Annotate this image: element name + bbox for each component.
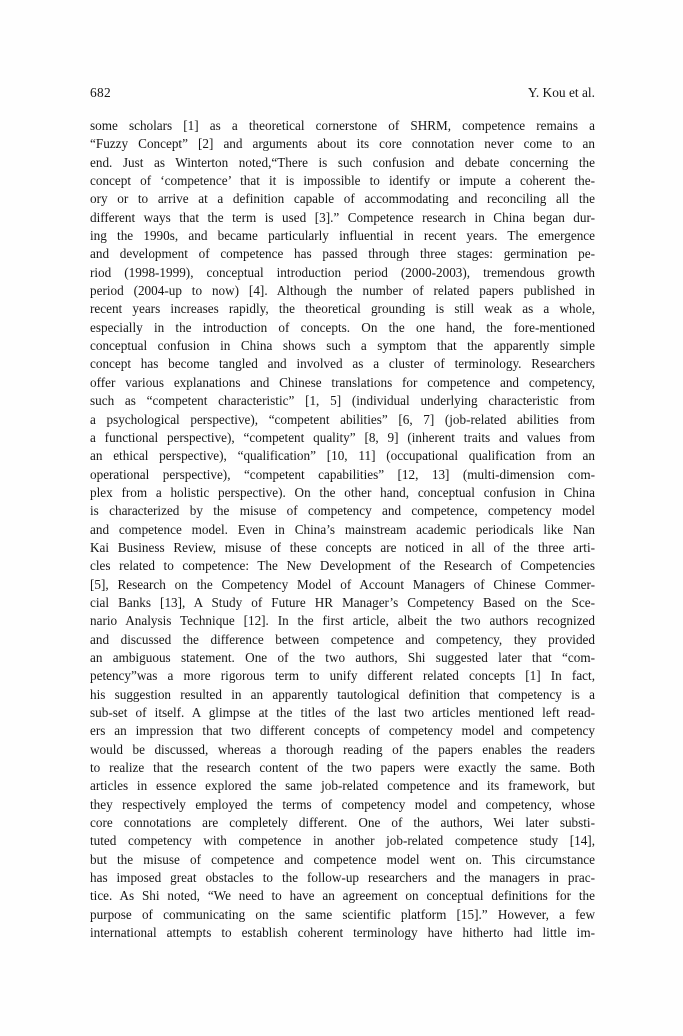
- text-column: [90, 86, 595, 942]
- text-line: “Fuzzy Concept” [2] and arguments about its core connotation never come to an: [90, 136, 595, 152]
- text-line: purpose of communicating on the same scientific platform [15].” However, a few: [90, 906, 595, 922]
- text-line: offer various explanations and Chinese translations for competence and competency,: [90, 374, 595, 390]
- text-line: an ethical perspective), “qualification” [10, 11] (occupational qualification from an: [90, 448, 595, 464]
- page-number: 682: [90, 85, 111, 100]
- body-paragraph: [90, 117, 595, 942]
- text-line: would be discussed, whereas a thorough reading of the papers enables the readers: [90, 741, 595, 757]
- text-line: plex from a holistic perspective). On the other hand, conceptual confusion in China: [90, 484, 595, 500]
- text-line: petency”was a more rigorous term to unify different related concepts [1] In fact,: [90, 668, 595, 684]
- text-line: conceptual confusion in China shows such a symptom that the apparently simple: [90, 338, 595, 354]
- text-line: an ambiguous statement. One of the two authors, Shi suggested later that “com-: [90, 649, 595, 665]
- text-line: has imposed great obstacles to the follow-up researchers and the managers in prac-: [90, 870, 595, 886]
- text-line: is characterized by the misuse of competency and competence, competency model: [90, 503, 595, 519]
- text-line: tice. As Shi noted, “We need to have an agreement on conceptual definitions for the: [90, 888, 595, 904]
- text-line: riod (1998-1999), conceptual introduction period (2000-2003), tremendous growth: [90, 264, 595, 280]
- text-line: end. Just as Winterton noted,“There is such confusion and debate concerning the: [90, 154, 595, 170]
- text-line: ory or to arrive at a definition capable of accommodating and reconciling all the: [90, 191, 595, 207]
- text-line: to realize that the research content of the two papers were exactly the same. Both: [90, 760, 595, 776]
- text-line: but the misuse of competence and competence model went on. This circumstance: [90, 851, 595, 867]
- text-line: period (2004-up to now) [4]. Although the number of related papers published in: [90, 283, 595, 299]
- text-line: a psychological perspective), “competent abilities” [6, 7] (job-related abilities from: [90, 411, 595, 427]
- text-line: international attempts to establish coherent terminology have hitherto had little im-: [90, 925, 595, 941]
- text-line: they respectively employed the terms of competency model and competency, whose: [90, 796, 595, 812]
- text-line: Kai Business Review, misuse of these concepts are noticed in all of the three arti-: [90, 539, 595, 555]
- text-line: concept has become tangled and involved as a cluster of terminology. Researchers: [90, 356, 595, 372]
- text-line: such as “competent characteristic” [1, 5] (individual underlying characteristic from: [90, 393, 595, 409]
- text-line: different ways that the term is used [3].” Competence research in China began dur-: [90, 209, 595, 225]
- page-header: [90, 86, 595, 100]
- text-line: tuted competency with competence in another job-related competence study [14],: [90, 833, 595, 849]
- text-line: a functional perspective), “competent quality” [8, 9] (inherent traits and values from: [90, 429, 595, 445]
- text-line: recent years increases rapidly, the theoretical grounding is still weak as a whole,: [90, 301, 595, 317]
- text-line: sub-set of itself. A glimpse at the titles of the last two articles mentioned left read-: [90, 705, 595, 720]
- text-line: ers an impression that two different concepts of competency model and competency: [90, 723, 595, 739]
- text-line: his suggestion resulted in an apparently tautological definition that competency is a: [90, 686, 595, 702]
- text-line: nario Analysis Technique [12]. In the first article, albeit the two authors recognized: [90, 613, 595, 629]
- text-line: cial Banks [13], A Study of Future HR Manager’s Competency Based on the Sce-: [90, 594, 595, 610]
- text-line: concept of ‘competence’ that it is impossible to identify or impute a coherent the-: [90, 173, 595, 189]
- text-line: some scholars [1] as a theoretical cornerstone of SHRM, competence remains a: [90, 118, 595, 133]
- text-line: and competence model. Even in China’s mainstream academic periodicals like Nan: [90, 521, 595, 537]
- text-line: core connotations are completely different. One of the authors, Wei later substi-: [90, 815, 595, 831]
- text-line: articles in essence explored the same job-related competence and its framework, but: [90, 778, 595, 794]
- text-line: [5], Research on the Competency Model of Account Managers of Chinese Commer-: [90, 576, 595, 592]
- text-line: especially in the introduction of concepts. On the one hand, the fore-mentioned: [90, 319, 595, 335]
- text-line: operational perspective), “competent capabilities” [12, 13] (multi-dimension com-: [90, 466, 595, 482]
- text-line: cles related to competence: The New Development of the Research of Competencies: [90, 558, 595, 574]
- text-line: and development of competence has passed through three stages: germination pe-: [90, 246, 595, 262]
- text-line: and discussed the difference between competence and competency, they provided: [90, 631, 595, 647]
- text-line: ing the 1990s, and became particularly influential in recent years. The emergence: [90, 228, 595, 244]
- running-head: Y. Kou et al.: [527, 85, 595, 100]
